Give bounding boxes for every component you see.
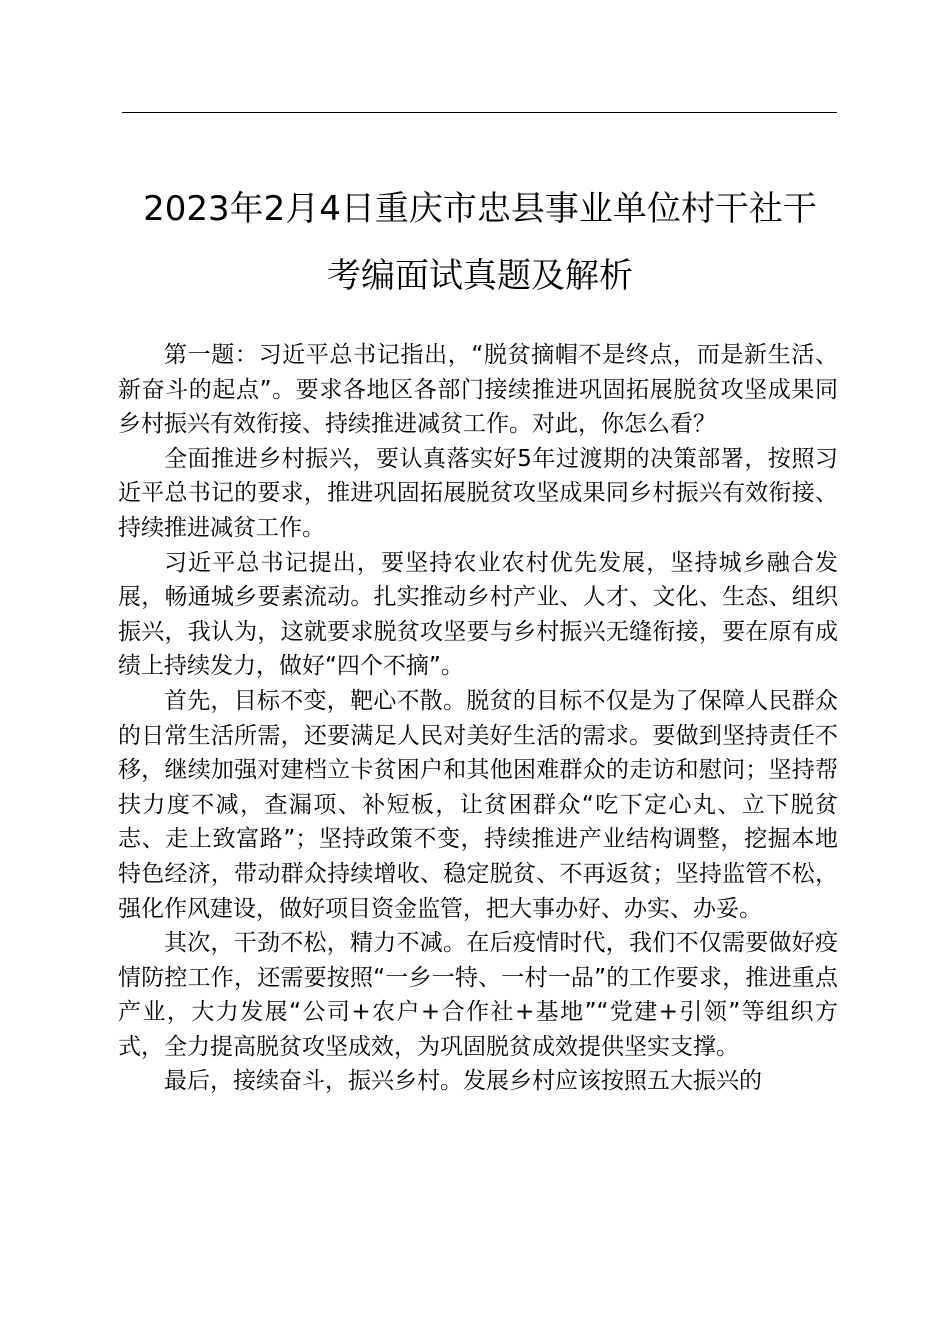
title-line-2: 考编面试真题及解析 [327,256,633,296]
paragraph-context: 习近平总书记提出，要坚持农业农村优先发展，坚持城乡融合发展，畅通城乡要素流动。扎实推动乡村产业、人才、文化、生态、组织振兴，我认为，这就要求脱贫攻坚要与乡村振兴无缝衔接，要在原有成绩上持续发力，做好“四个不摘”。 [118,549,838,680]
paragraph-intro: 全面推进乡村振兴，要认真落实好5年过渡期的决策部署，按照习近平总书记的要求，推进巩固拓展脱贫攻坚成果同乡村振兴有效衔接、持续推进减贫工作。 [118,445,838,541]
document-title [110,176,850,310]
paragraph-question: 第一题：习近平总书记指出，“脱贫摘帽不是终点，而是新生活、新奋斗的起点”。要求各地区各部门接续推进巩固拓展脱贫攻坚成果同乡村振兴有效衔接、持续推进减贫工作。对此，你怎么看？ [118,342,838,438]
title-line-1: 2023年2月4日重庆市忠县事业单位村干社干 [143,189,817,229]
header-rule [122,112,837,113]
paragraph-second-point: 其次，干劲不松，精力不减。在后疫情时代，我们不仅需要做好疫情防控工作，还需要按照“一乡一特、一村一品”的工作要求，推进重点产业，大力发展“公司+农户+合作社+基地”“党建+引领”等组织方式，全力提高脱贫攻坚成效，为巩固脱贫成效提供坚实支撑。 [118,930,838,1060]
document-body [118,338,838,1099]
paragraph-first-point: 首先，目标不变，靶心不散。脱贫的目标不仅是为了保障人民群众的日常生活所需，还要满足人民对美好生活的需求。要做到坚持责任不移，继续加强对建档立卡贫困户和其他困难群众的走访和慰问；坚持帮扶力度不减，查漏项、补短板，让贫困群众“吃下定心丸、立下脱贫志、走上致富路”；坚持政策不变，持续推进产业结构调整，挖掘本地特色经济，带动群众持续增收、稳定脱贫、不再返贫；坚持监管不松，强化作风建设，做好项目资金监管，把大事办好、办实、办妥。 [118,687,838,922]
paragraph-last-point: 最后，接续奋斗，振兴乡村。发展乡村应该按照五大振兴的 [164,1068,762,1095]
